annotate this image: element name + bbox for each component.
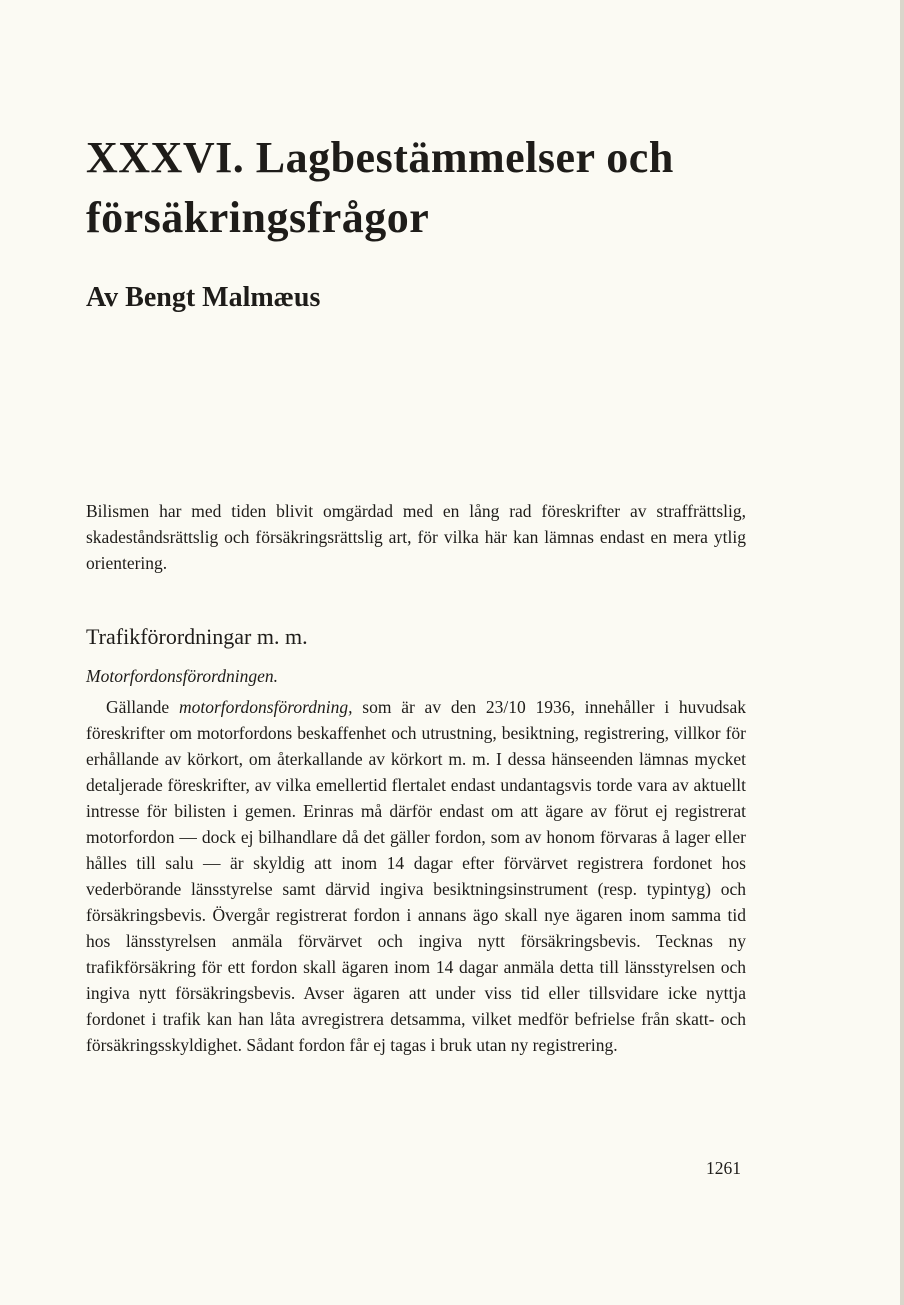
paragraph-body: som är av den 23/10 1936, innehåller i huvudsak föreskrifter om motorfordons beskaffenhet och utrustning, besiktning, registrering, villkor för erhållande av körkort, om återkallande av körkort m. m. I dessa hänseenden lämnas mycket detaljerade föreskrifter, av vilka emellertid flertalet endast undantagsvis torde vara av aktuellt intresse för bilisten i gemen. Erinras må därför endast om att ägare av förut ej registrerat motorfordon — dock ej bilhandlare då det gäller fordon, som av honom förvaras å lager eller hålles till salu — är skyldig att inom 14 dagar efter förvärvet registrera fordonet hos vederbörande länsstyrelse samt därvid ingiva besiktningsinstrument (resp. typintyg) och försäkringsbevis. Övergår registrerat fordon i annans ägo skall nye ägaren inom samma tid hos länsstyrelsen anmäla förvärvet och ingiva nytt försäkringsbevis. Tecknas ny trafikförsäkring för ett fordon skall ägaren inom 14 dagar anmäla detta till länsstyrelsen och ingiva nytt försäkringsbevis. Avser ägaren att under viss tid eller tillsvidare icke nyttja fordonet i trafik kan han låta avregistrera detsamma, vilket medför befrielse från skatt- och försäkringsskyldighet. Sådant fordon får ej tagas i bruk utan ny registrering.	[86, 697, 747, 1055]
intro-paragraph: Bilismen har med tiden blivit omgärdad med en lång rad föreskrifter av straffrättslig, skadeståndsrättslig och försäkringsrättslig art, för vilka här kan lämnas endast en mera ytlig orientering.	[86, 501, 746, 573]
chapter-title: XXXVI. Lagbestämmelser och försäkringsfrågor	[86, 133, 674, 242]
subsection-heading: Motorfordonsförordningen.	[86, 666, 279, 686]
author-byline: Av Bengt Malmæus	[86, 282, 321, 313]
paragraph-term: motorfordonsförordning,	[178, 697, 353, 717]
paragraph-lead: Gällande	[106, 697, 170, 717]
body-paragraph	[86, 694, 746, 1058]
page-edge	[900, 0, 904, 1305]
page-number: 1261	[706, 1158, 741, 1178]
section-heading: Trafikförordningar m. m.	[86, 624, 308, 649]
